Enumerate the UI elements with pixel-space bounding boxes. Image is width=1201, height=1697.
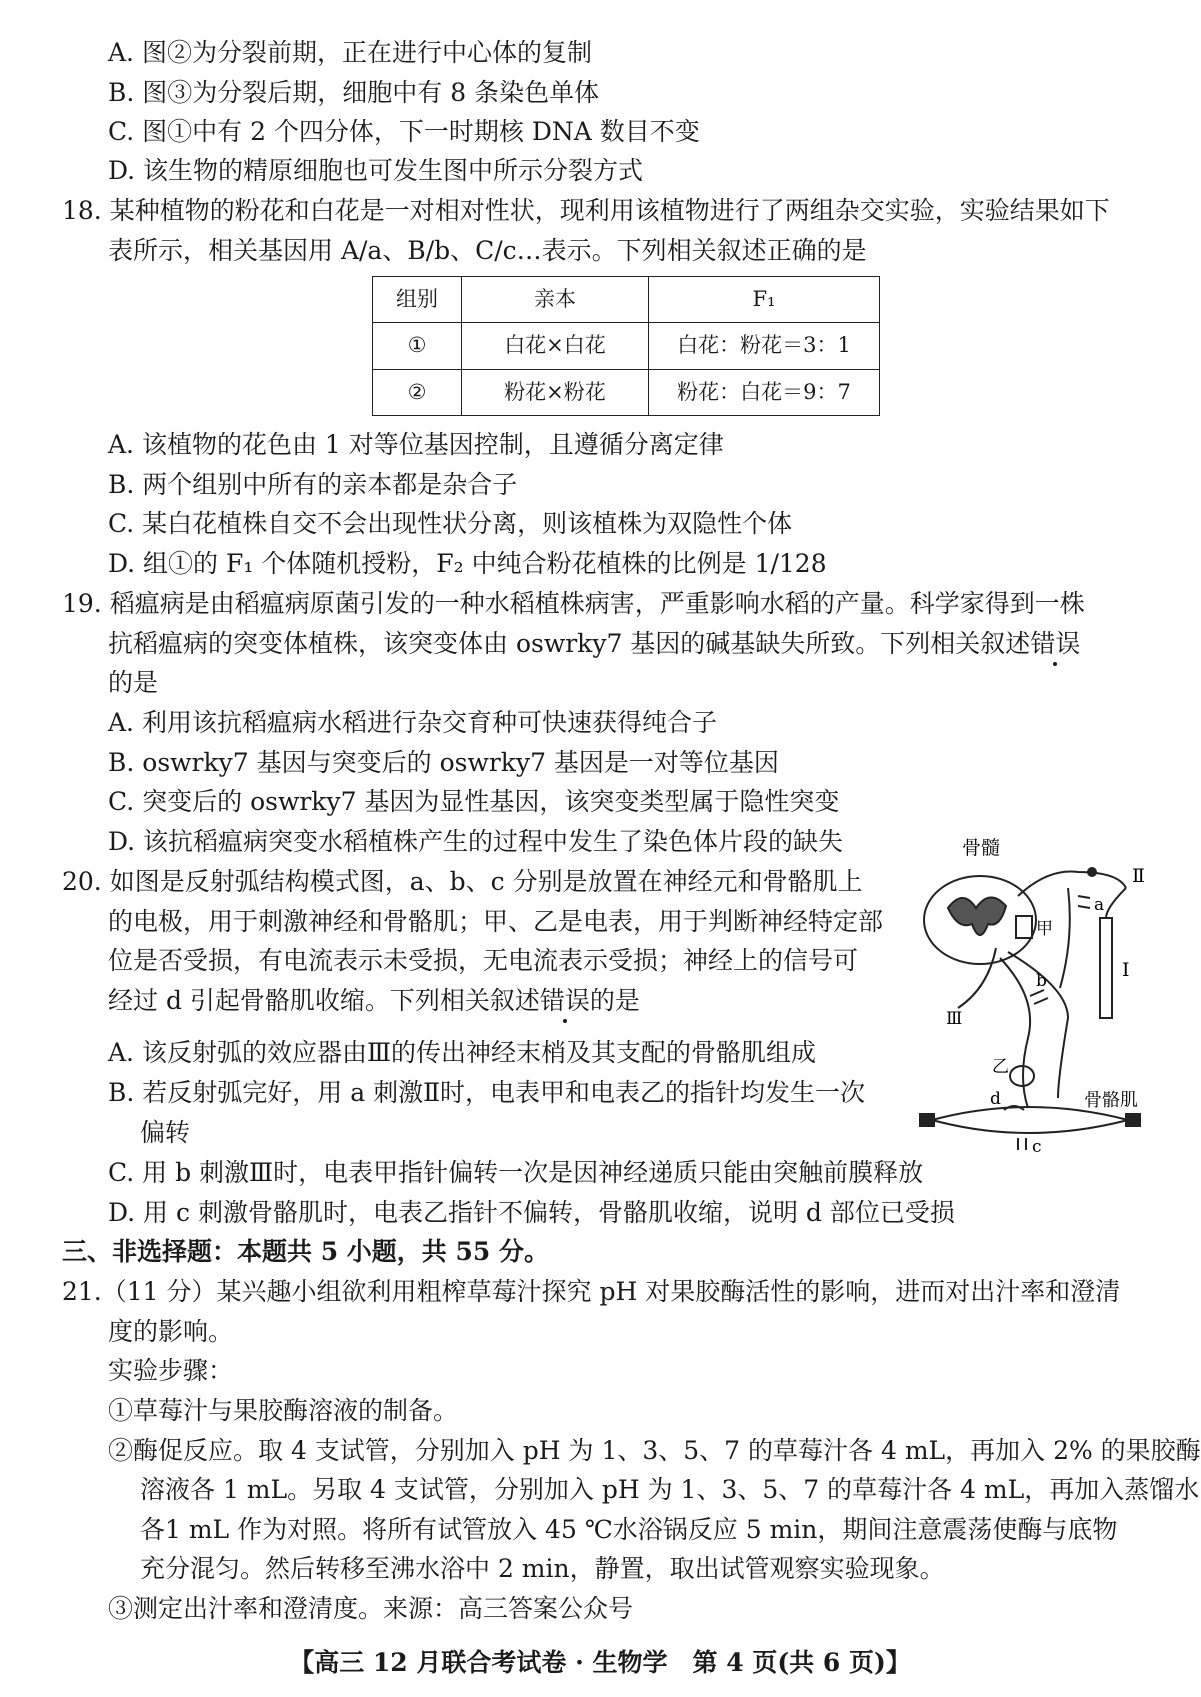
q21-stem-line1: 21.（11 分）某兴趣小组欲利用粗榨草莓汁探究 pH 对果胶酶活性的影响，进而对出汁率和澄清 (62, 1277, 1121, 1306)
table-cell: 白花×白花 (462, 323, 649, 369)
table-cell: ① (373, 323, 462, 369)
q21-step2-line2: 溶液各 1 mL。另取 4 支试管，分别加入 pH 为 1、3、5、7 的草莓汁各 4 mL，再加入蒸馏水 (140, 1475, 1200, 1504)
q19-stem-text: 抗稻瘟病的突变体植株，该突变体由 oswrky7 基因的碱基缺失所致。下列相关叙述 (108, 629, 1031, 658)
receptor-I (1100, 918, 1112, 1018)
q20-option-b-line2: 偏转 (140, 1118, 191, 1147)
q19-stem-line1: 19. 稻瘟病是由稻瘟病原菌引发的一种水稻植株病害，严重影响水稻的产量。科学家得到一株 (62, 589, 1085, 618)
q19-option-d: D. 该抗稻瘟病突变水稻植株产生的过程中发生了染色体片段的缺失 (108, 827, 844, 856)
q18-stem-line2: 表所示，相关基因用 A/a、B/b、C/c…表示。下列相关叙述正确的是 (108, 236, 867, 265)
label-spinal: 骨髓 (962, 837, 1001, 859)
q17-option-c: C. 图①中有 2 个四分体，下一时期核 DNA 数目不变 (108, 117, 700, 146)
electrode-b (1030, 990, 1048, 1004)
tendon-left (920, 1114, 934, 1126)
label-I: Ⅰ (1122, 959, 1130, 981)
meter-yi (1010, 1066, 1034, 1086)
q20-option-b-line1: B. 若反射弧完好，用 a 刺激Ⅱ时，电表甲和电表乙的指针均发生一次 (108, 1078, 866, 1107)
table-cell: ② (373, 369, 462, 415)
q19-option-a: A. 利用该抗稻瘟病水稻进行杂交育种可快速获得纯合子 (108, 708, 717, 737)
table-header-cell: 组别 (373, 277, 462, 323)
q18-option-b: B. 两个组别中所有的亲本都是杂合子 (108, 470, 518, 499)
table-header-cell: F₁ (649, 277, 880, 323)
q20-stem-line3: 位是否受损，有电流表示未受损，无电流表示受损；神经上的信号可 (108, 946, 859, 975)
q20-option-a: A. 该反射弧的效应器由Ⅲ的传出神经末梢及其支配的骨骼肌组成 (108, 1038, 817, 1067)
q20-option-c: C. 用 b 刺激Ⅲ时，电表甲指针偏转一次是因神经递质只能由突触前膜释放 (108, 1158, 924, 1187)
label-yi: 乙 (992, 1057, 1009, 1077)
q20-stem-text-end: 的是 (589, 986, 640, 1015)
q20-stem-line2: 的电极，用于刺激神经和骨骼肌；甲、乙是电表，用于判断神经特定部 (108, 907, 884, 936)
q18-results-table (372, 276, 880, 416)
reflex-arc-diagram (918, 837, 1158, 1157)
neuron-III (958, 948, 996, 1008)
q19-stem-line3: 的是 (108, 668, 159, 697)
gray-matter (948, 897, 1006, 935)
electrode-a (1078, 896, 1090, 908)
table-cell: 白花：粉花＝3：1 (649, 323, 880, 369)
q20-option-d: D. 用 c 刺激骨骼肌时，电表乙指针不偏转，骨骼肌收缩，说明 d 部位已受损 (108, 1198, 955, 1227)
meter-jia (1016, 916, 1032, 938)
table-row (373, 323, 880, 369)
label-b: b (1036, 971, 1047, 991)
table-header-row (373, 277, 880, 323)
section-title: 三、非选择题：本题共 5 小题，共 55 分。 (62, 1237, 550, 1266)
q21-step3: ③测定出汁率和澄清度。来源：高三答案公众号 (108, 1594, 634, 1623)
electrode-c (1018, 1138, 1026, 1150)
q20-emphasis-wrong: 错误 (539, 986, 590, 1015)
q21-step2-line4: 充分混匀。然后转移至沸水浴中 2 min，静置，取出试管观察实验现象。 (140, 1554, 945, 1583)
q21-steps-title: 实验步骤： (108, 1356, 234, 1385)
q17-option-d: D. 该生物的精原细胞也可发生图中所示分裂方式 (108, 156, 644, 185)
q17-option-a: A. 图②为分裂前期，正在进行中心体的复制 (108, 38, 592, 67)
label-a: a (1094, 895, 1105, 915)
table-header-cell: 亲本 (462, 277, 649, 323)
q18-option-d: D. 组①的 F₁ 个体随机授粉，F₂ 中纯合粉花植株的比例是 1/128 (108, 549, 827, 578)
page-footer: 【高三 12 月联合考试卷 · 生物学 第 4 页(共 6 页)】 (289, 1648, 911, 1677)
q21-step1: ①草莓汁与果胶酶溶液的制备。 (108, 1396, 459, 1425)
ganglion (1088, 868, 1096, 876)
label-c: c (1032, 1137, 1042, 1157)
table-row (373, 369, 880, 415)
q21-stem-line2: 度的影响。 (108, 1317, 234, 1346)
q19-option-b: B. oswrky7 基因与突变后的 oswrky7 基因是一对等位基因 (108, 748, 779, 777)
receptor-link (1106, 888, 1126, 918)
q20-stem-line1: 20. 如图是反射弧结构模式图，a、b、c 分别是放置在神经元和骨骼肌上 (62, 867, 863, 896)
q17-option-b: B. 图③为分裂后期，细胞中有 8 条染色单体 (108, 78, 600, 107)
label-jia: 甲 (1036, 919, 1053, 939)
q21-step2-line3: 各1 mL 作为对照。将所有试管放入 45 ℃水浴锅反应 5 min，期间注意震荡使酶与底物 (140, 1515, 1118, 1544)
label-muscle: 骨骼肌 (1084, 1090, 1138, 1111)
tendon-right (1126, 1114, 1140, 1126)
q18-option-c: C. 某白花植株自交不会出现性状分离，则该植株为双隐性个体 (108, 509, 793, 538)
table-cell: 粉花×粉花 (462, 369, 649, 415)
label-II: Ⅱ (1132, 865, 1145, 887)
q18-stem-line1: 18. 某种植物的粉花和白花是一对相对性状，现利用该植物进行了两组杂交实验，实验结果如下 (62, 196, 1110, 225)
q21-step2-line1: ②酶促反应。取 4 支试管，分别加入 pH 为 1、3、5、7 的草莓汁各 4 mL，再加入 2% 的果胶酶 (108, 1436, 1201, 1465)
q19-emphasis-wrong: 错误 (1030, 629, 1081, 658)
neuron-II (1018, 872, 1126, 897)
interneuron-path (1060, 888, 1070, 988)
q19-stem-line2 (108, 631, 1080, 656)
q18-option-a: A. 该植物的花色由 1 对等位基因控制，且遵循分离定律 (108, 430, 724, 459)
label-d: d (990, 1089, 1001, 1109)
q20-stem-text: 经过 d 引起骨骼肌收缩。下列相关叙述 (108, 986, 540, 1015)
q20-stem-line4 (108, 988, 640, 1013)
q19-option-c: C. 突变后的 oswrky7 基因为显性基因，该突变类型属于隐性突变 (108, 787, 840, 816)
table-cell: 粉花：白花＝9：7 (649, 369, 880, 415)
label-III: Ⅲ (946, 1009, 963, 1029)
